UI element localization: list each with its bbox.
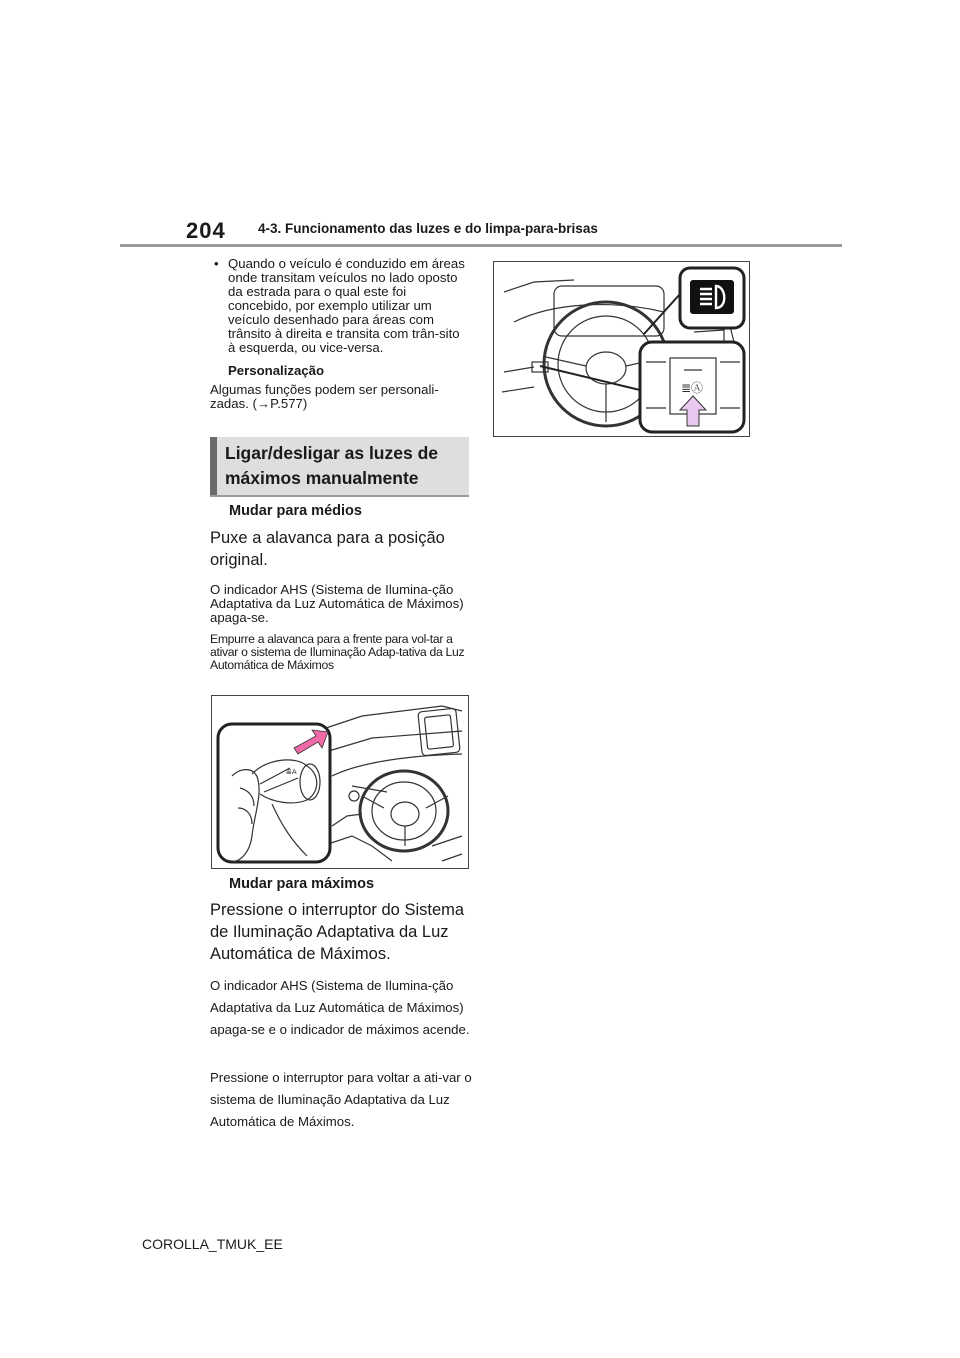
page-number: 204 <box>186 218 226 243</box>
personalization-title: Personalização <box>228 363 325 378</box>
personalization-text: Algumas funções podem ser personali-zadas. (→P.577) <box>210 382 439 411</box>
dashboard-switch-drawing <box>494 262 749 436</box>
high-beam-note2: Pressione o interruptor para voltar a ati-var o sistema de Iluminação Adaptativa da Luz Automática de Máximos. <box>210 1070 472 1129</box>
svg-text:≣Ⓐ: ≣Ⓐ <box>681 381 704 395</box>
svg-text:≣A: ≣A <box>286 768 297 776</box>
header-section-title: 4-3. Funcionamento das luzes e do limpa-para-brisas <box>258 221 598 236</box>
section-heading-box <box>210 437 469 497</box>
high-beam-note: O indicador AHS (Sistema de Ilumina-ção Adaptativa da Luz Automática de Máximos) apaga-se e o indicador de máximos acende. <box>210 978 470 1037</box>
section-heading: Ligar/desligar as luzes de máximos manualmente <box>225 443 438 488</box>
header-rule <box>120 244 842 247</box>
lever-illustration-drawing <box>212 696 468 868</box>
lever-illustration <box>211 695 469 869</box>
high-beam-instruction: Pressione o interruptor do Sistema de Iluminação Adaptativa da Luz Automática de Máximos. <box>210 901 465 963</box>
low-beam-note2: Empurre a alavanca para a frente para vol-tar a ativar o sistema de Iluminação Adap-tativa da Luz Automática de Máximos <box>210 632 465 672</box>
dashboard-switch-illustration <box>493 261 750 437</box>
high-beam-title: Mudar para máximos <box>229 876 375 892</box>
section-accent-bar <box>210 437 217 495</box>
low-beam-note: O indicador AHS (Sistema de Ilumina-ção Adaptativa da Luz Automática de Máximos) apaga-se. <box>210 582 464 625</box>
bullet-text: Quando o veículo é conduzido em áreas onde transitam veículos no lado oposto da estrada para o qual este foi concebido, por exemplo utilizar um veículo desenhado para áreas com trânsito à direita e transita com trân-sito à esquerda, ou vice-versa. <box>228 256 465 355</box>
callout-line-top <box>644 294 680 334</box>
bullet-item <box>214 257 470 355</box>
low-beam-title: Mudar para médios <box>229 503 362 519</box>
high-beam-indicator <box>690 280 734 314</box>
callout-line-bottom <box>540 366 640 390</box>
bullet-marker: • <box>214 256 219 271</box>
footer-model: COROLLA_TMUK_EE <box>142 1236 283 1252</box>
low-beam-instruction: Puxe a alavanca para a posição original. <box>210 529 445 569</box>
